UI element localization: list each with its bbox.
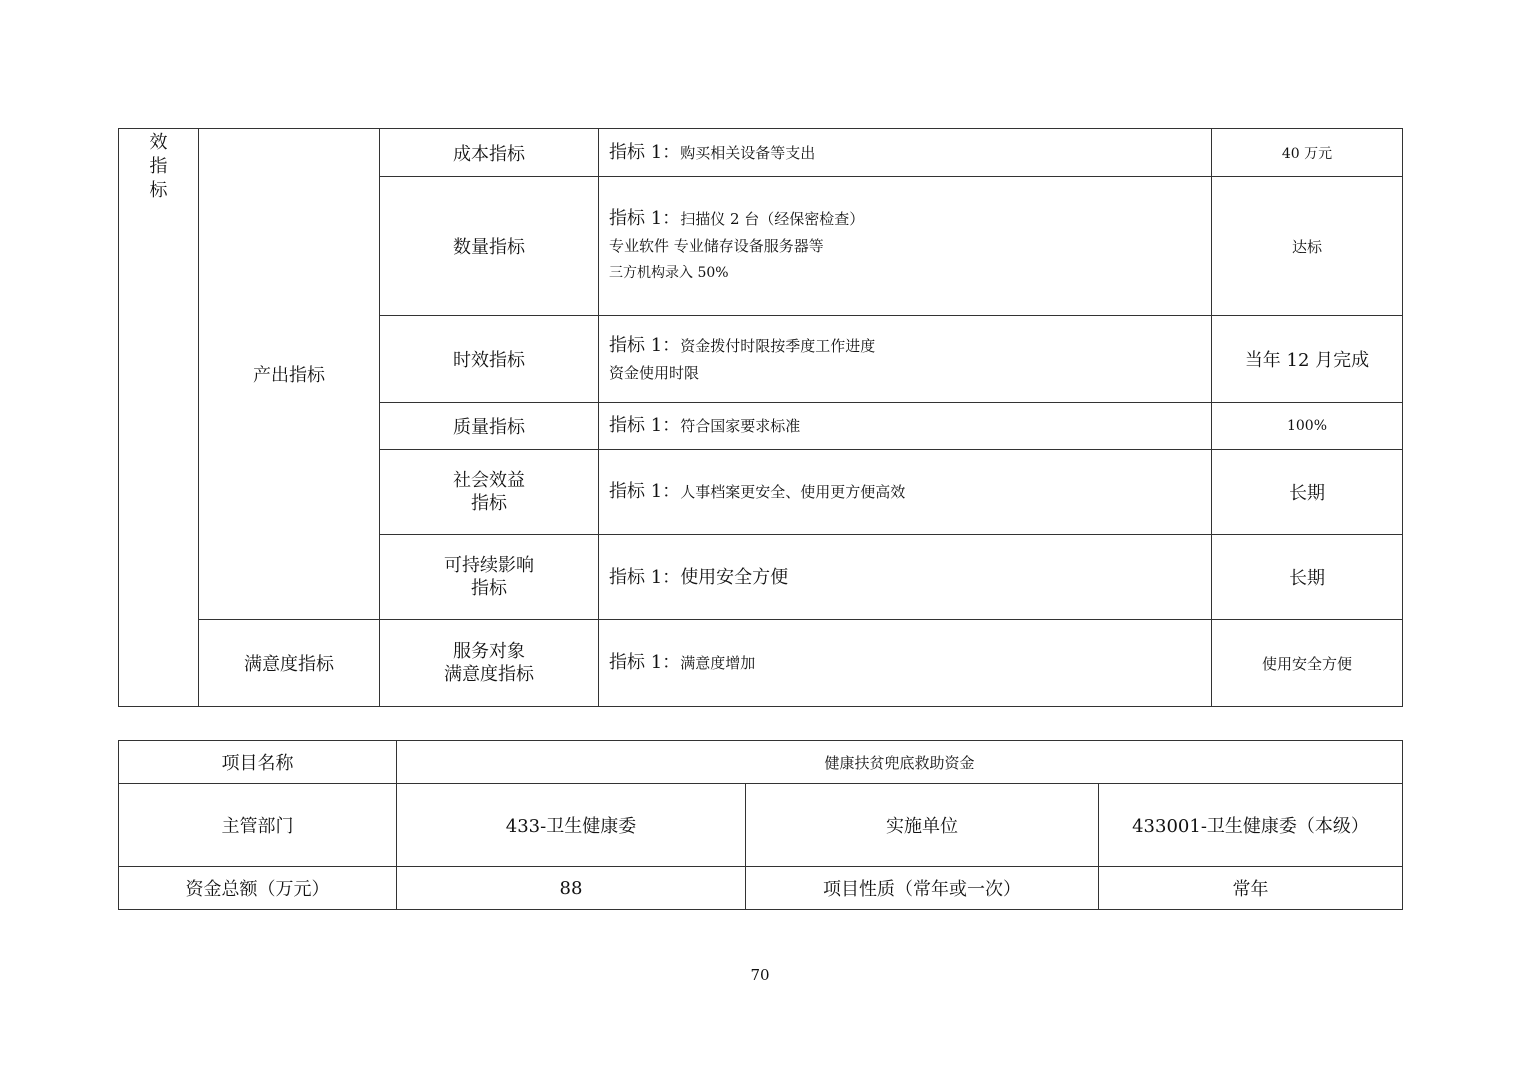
indicator-name: 时效指标 xyxy=(380,316,599,403)
indicator-name: 社会效益 指标 xyxy=(380,450,599,535)
project-name-value: 健康扶贫兜底救助资金 xyxy=(397,741,1403,784)
indicator-value: 40 万元 xyxy=(1212,129,1403,177)
indicator-name: 可持续影响 指标 xyxy=(380,535,599,620)
indicator-value: 长期 xyxy=(1212,535,1403,620)
dept-label: 主管部门 xyxy=(119,784,397,867)
performance-indicator-table xyxy=(118,128,1403,707)
indicator-name: 数量指标 xyxy=(380,177,599,316)
satisfaction-indicator-label: 满意度指标 xyxy=(199,620,380,707)
indicator-content: 指标 1：符合国家要求标准 xyxy=(599,403,1212,450)
effect-char-2: 指 xyxy=(149,156,168,177)
unit-value: 433001-卫生健康委（本级） xyxy=(1099,784,1403,867)
indicator-value: 达标 xyxy=(1212,177,1403,316)
indicator-value: 当年 12 月完成 xyxy=(1212,316,1403,403)
effect-indicator-label xyxy=(119,129,199,707)
indicator-value: 100% xyxy=(1212,403,1403,450)
indicator-content: 指标 1：资金拨付时限按季度工作进度 资金使用时限 xyxy=(599,316,1212,403)
project-info-table xyxy=(118,740,1403,910)
output-indicator-label: 产出指标 xyxy=(199,129,380,620)
indicator-content: 指标 1：满意度增加 xyxy=(599,620,1212,707)
indicator-content: 指标 1：购买相关设备等支出 xyxy=(599,129,1212,177)
unit-label: 实施单位 xyxy=(746,784,1099,867)
indicator-content: 指标 1：人事档案更安全、使用更方便高效 xyxy=(599,450,1212,535)
indicator-name: 服务对象 满意度指标 xyxy=(380,620,599,707)
indicator-content: 指标 1：使用安全方便 xyxy=(599,535,1212,620)
effect-char-1: 效 xyxy=(149,132,168,153)
indicator-value: 使用安全方便 xyxy=(1212,620,1403,707)
project-name-label: 项目名称 xyxy=(119,741,397,784)
amount-label: 资金总额（万元） xyxy=(119,867,397,910)
indicator-name: 成本指标 xyxy=(380,129,599,177)
nature-value: 常年 xyxy=(1099,867,1403,910)
indicator-name: 质量指标 xyxy=(380,403,599,450)
indicator-content: 指标 1：扫描仪 2 台（经保密检查） 专业软件 专业储存设备服务器等 三方机构录入 50% xyxy=(599,177,1212,316)
effect-char-3: 标 xyxy=(149,180,168,201)
page-number: 70 xyxy=(750,966,770,984)
dept-value: 433-卫生健康委 xyxy=(397,784,746,867)
amount-value: 88 xyxy=(397,867,746,910)
nature-label: 项目性质（常年或一次） xyxy=(746,867,1099,910)
indicator-value: 长期 xyxy=(1212,450,1403,535)
